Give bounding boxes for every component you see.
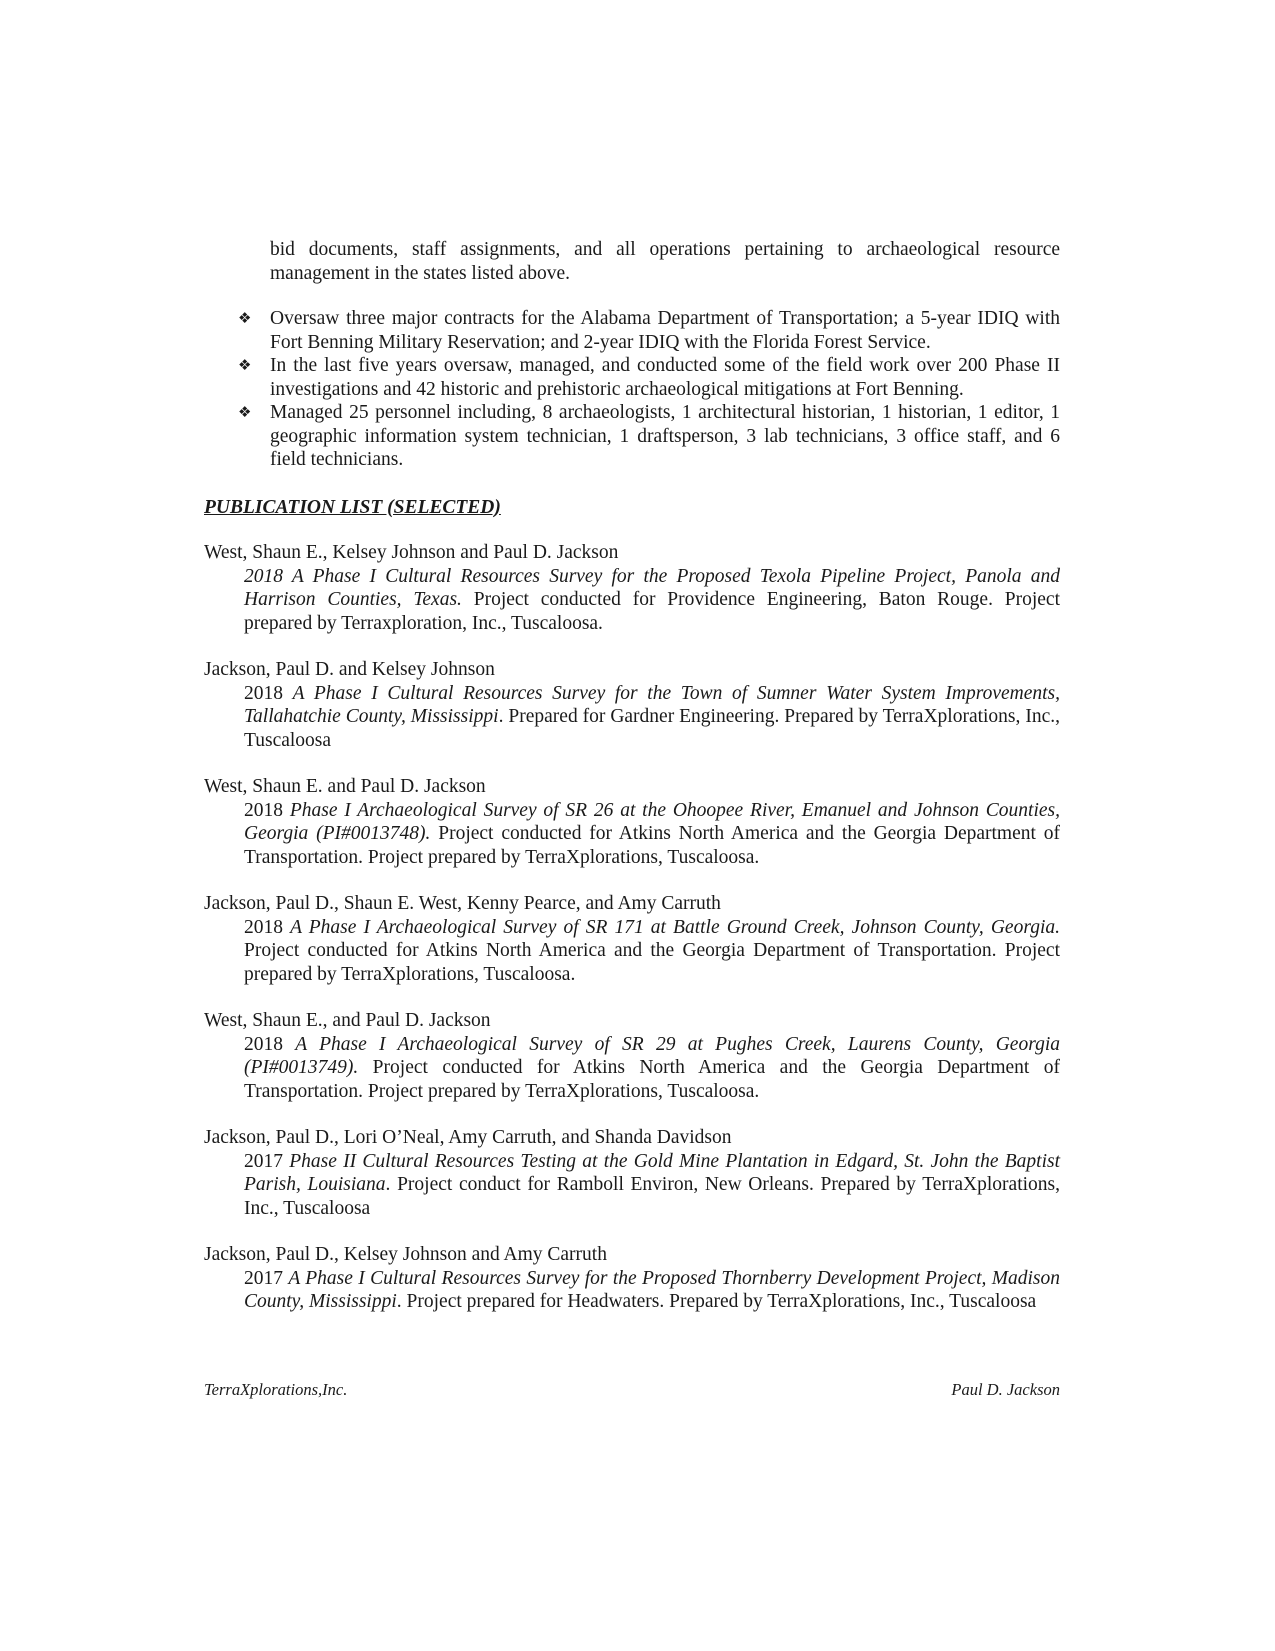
responsibility-bullet-list [204, 307, 1060, 472]
publication-entry [204, 892, 1060, 986]
publication-title: Phase I Archaeological Survey of SR 26 at the Ohoopee River, Emanuel and Johnson Counties, Georgia (PI#0013748). [244, 799, 1061, 844]
publication-list [204, 541, 1060, 1314]
publication-list-heading: PUBLICATION LIST (SELECTED) [204, 496, 501, 518]
publication-authors: Jackson, Paul D., Shaun E. West, Kenny Pearce, and Amy Carruth [204, 893, 721, 914]
publication-year: 2018 [244, 799, 290, 821]
publication-details: Project conducted for Providence Engineering, Baton Rouge. Project prepared by Terraxploration, Inc., Tuscaloosa. [244, 589, 1060, 634]
publication-entry [204, 658, 1060, 752]
publication-citation [244, 565, 1060, 636]
publication-entry [204, 775, 1060, 869]
publication-entry [204, 1126, 1060, 1220]
publication-details: Project conducted for Atkins North America and the Georgia Department of Transportation. Project prepared by TerraXplorations, Tuscaloosa. [244, 1057, 1060, 1102]
publication-title: 2018 A Phase I Cultural Resources Survey for the Proposed Texola Pipeline Project, Panola and Harrison Counties, Texas. [244, 565, 1060, 610]
bullet-item [204, 307, 1060, 354]
publication-year: 2018 [244, 1033, 296, 1055]
publication-details: . Project conduct for Ramboll Environ, New Orleans. Prepared by TerraXplorations, Inc., Tuscaloosa [244, 1174, 1060, 1219]
bullet-text: In the last five years oversaw, managed, and conducted some of the field work over 200 Phase II investigations and 42 historic and prehistoric archaeological mitigations at Fort Benning. [270, 355, 1060, 400]
diamond-bullet-icon: ❖ [238, 309, 252, 327]
publication-entry [204, 1009, 1060, 1103]
publication-title: Phase II Cultural Resources Testing at the Gold Mine Plantation in Edgard, St. John the Baptist Parish, Louisiana [244, 1150, 1060, 1195]
publication-citation [244, 799, 1060, 870]
publication-entry [204, 541, 1060, 635]
publication-citation [244, 1267, 1060, 1314]
bullet-item [204, 401, 1060, 472]
publication-authors: West, Shaun E., and Paul D. Jackson [204, 1010, 491, 1031]
publication-title: A Phase I Archaeological Survey of SR 29 at Pughes Creek, Laurens County, Georgia (PI#0013749). [244, 1033, 1060, 1078]
footer-company-name: TerraXplorations,Inc. [204, 1380, 348, 1399]
publication-title: A Phase I Cultural Resources Survey for the Town of Sumner Water System Improvements, Tallahatchie County, Mississippi [244, 682, 1061, 727]
publication-authors: Jackson, Paul D., Kelsey Johnson and Amy Carruth [204, 1244, 607, 1265]
publication-year: 2017 [244, 1150, 290, 1172]
publication-authors: West, Shaun E., Kelsey Johnson and Paul D. Jackson [204, 542, 619, 563]
bullet-text: Oversaw three major contracts for the Alabama Department of Transportation; a 5-year IDIQ with Fort Benning Military Reservation; and 2-year IDIQ with the Florida Forest Service. [270, 308, 1060, 353]
publication-authors: Jackson, Paul D., Lori O’Neal, Amy Carruth, and Shanda Davidson [204, 1127, 732, 1148]
publication-entry [204, 1243, 1060, 1314]
publication-title: A Phase I Archaeological Survey of SR 171 at Battle Ground Creek, Johnson County, Georgia. [290, 916, 1060, 938]
publication-year: 2018 [244, 682, 293, 704]
bullet-text: Managed 25 personnel including, 8 archaeologists, 1 architectural historian, 1 historian, 1 editor, 1 geographic information system technician, 1 draftsperson, 3 lab technicians, 3 office staff, and 6 field technicians. [270, 402, 1060, 470]
diamond-bullet-icon: ❖ [238, 356, 252, 374]
publication-details: Project conducted for Atkins North America and the Georgia Department of Transportation. Project prepared by TerraXplorations, Tuscaloosa. [244, 940, 1060, 985]
publication-year: 2018 [244, 916, 291, 938]
diamond-bullet-icon: ❖ [238, 403, 252, 421]
publication-citation [244, 1150, 1060, 1221]
publication-authors: West, Shaun E. and Paul D. Jackson [204, 776, 486, 797]
publication-details: . Project prepared for Headwaters. Prepared by TerraXplorations, Inc., Tuscaloosa [396, 1291, 1037, 1312]
footer-author-name: Paul D. Jackson [951, 1380, 1060, 1399]
publication-title: A Phase I Cultural Resources Survey for the Proposed Thornberry Development Project, Madison County, Mississippi [244, 1267, 1061, 1312]
publication-authors: Jackson, Paul D. and Kelsey Johnson [204, 659, 495, 680]
publication-year: 2017 [244, 1267, 289, 1289]
publication-details: . Prepared for Gardner Engineering. Prepared by TerraXplorations, Inc., Tuscaloosa [244, 706, 1060, 751]
publication-details: Project conducted for Atkins North America and the Georgia Department of Transportation. Project prepared by TerraXplorations, Tuscaloosa. [244, 823, 1060, 868]
page-content [204, 238, 1060, 1337]
bullet-item [204, 354, 1060, 401]
intro-continuation-paragraph: bid documents, staff assignments, and all operations pertaining to archaeological resource management in the states listed above. [270, 239, 1060, 284]
publication-citation [244, 682, 1060, 753]
publication-citation [244, 916, 1060, 987]
publication-citation [244, 1033, 1060, 1104]
